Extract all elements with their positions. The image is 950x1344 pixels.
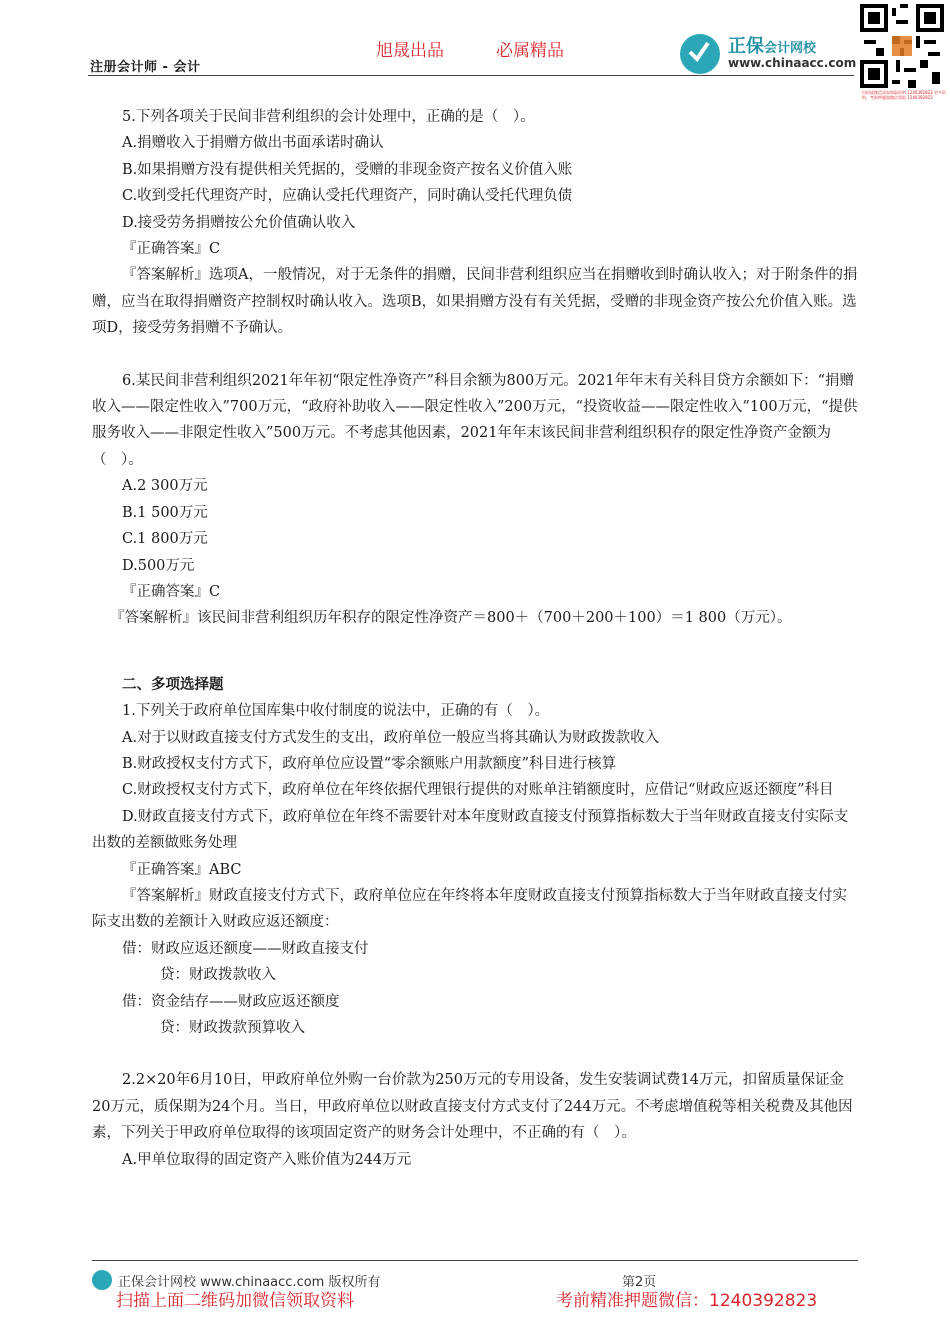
m1-option-c: C.财政授权支付方式下，政府单位在年终依据代理银行提供的对账单注销额度时，应借记“财政应返还额度”科目 xyxy=(122,782,834,799)
q6-stem: 6.某民间非营利组织2021年年初“限定性净资产”科目余额为800万元。2021年年末有关科目贷方余额如下：“捐赠收入——限定性收入”700万元，“政府补助收入——限定性收入”200万元，“投资收益——限定性收入”100万元，“提供服务收入——非限定性收入”500万元。不考虑其他因素，2021年年末该民间非营利组织积存的限定性净资产金额为（ ）。 xyxy=(92,372,858,468)
m2-stem: 2.2×20年6月10日，甲政府单位外购一台价款为250万元的专用设备，发生安装调试费14万元，扣留质量保证金20万元，质保期为24个月。当日，甲政府单位以财政直接支付方式支付了244万元。不考虑增值税等相关税费及其他因素，下列关于甲政府单位取得的该项固定资产的财务会计处理中，不正确的有（ ）。 xyxy=(92,1072,853,1142)
q6-option-a: A.2 300万元 xyxy=(122,478,208,495)
slogan-1: 旭晟出品 xyxy=(376,41,444,61)
qr-note: 扫码或微信添加领取资料 1240392823 更多资料，考前押题加微信领取 1240392823 xyxy=(862,90,946,100)
footer-logo-icon xyxy=(92,1270,112,1290)
page-number: 第2页 xyxy=(622,1275,657,1290)
promo-right[interactable]: 考前精准押题微信：1240392823 xyxy=(556,1291,818,1311)
q6-answer: 『正确答案』C xyxy=(122,583,221,600)
m1-option-a: A.对于以财政直接支付方式发生的支出，政府单位一般应当将其确认为财政拨款收入 xyxy=(122,729,660,746)
m1-option-b: B.财政授权支付方式下，政府单位应设置“零余额账户用款额度”科目进行核算 xyxy=(122,755,617,772)
q5-analysis: 『答案解析』选项A，一般情况，对于无条件的捐赠，民间非营利组织应当在捐赠收到时确认收入；对于附条件的捐赠，应当在取得捐赠资产控制权时确认收入。选项B，如果捐赠方没有有关凭据，受赠的非现金资产按公允价值入账。选项D，接受劳务捐赠不予确认。 xyxy=(92,267,858,337)
m1-answer: 『正确答案』ABC xyxy=(122,861,242,878)
promo-left[interactable]: 扫描上面二维码加微信领取资料 xyxy=(116,1291,354,1311)
entry1-credit: 贷：财政拨款收入 xyxy=(160,967,276,984)
entry1-debit: 借：财政应返还额度——财政直接支付 xyxy=(122,940,369,957)
q5-option-c: C.收到受托代理资产时，应确认受托代理资产，同时确认受托代理负债 xyxy=(122,188,573,205)
m1-analysis: 『答案解析』财政直接支付方式下，政府单位应在年终将本年度财政直接支付预算指标数大于当年财政直接支付实际支出数的差额计入财政应返还额度： xyxy=(92,887,847,931)
m2-option-a: A.甲单位取得的固定资产入账价值为244万元 xyxy=(122,1151,412,1168)
chinaacc-logo[interactable] xyxy=(680,30,856,74)
q5-stem: 5.下列各项关于民间非营利组织的会计处理中，正确的是（ ）。 xyxy=(122,109,535,125)
m1-option-d: D.财政直接支付方式下，政府单位在年终不需要针对本年度财政直接支付预算指标数大于当年财政直接支付实际支出数的差额做账务处理 xyxy=(92,808,849,852)
q5-option-d: D.接受劳务捐赠按公允价值确认收入 xyxy=(122,214,356,231)
q6-analysis: 『答案解析』该民间非营利组织历年积存的限定性净资产＝800＋（700＋200＋100）＝1 800（万元）。 xyxy=(110,610,792,627)
section-title: 二、多项选择题 xyxy=(122,676,224,693)
slogan-2: 必属精品 xyxy=(496,41,564,61)
qr-code-icon[interactable] xyxy=(860,4,944,88)
doc-subject: 注册会计师 - 会计 xyxy=(90,60,201,75)
logo-check-icon xyxy=(688,40,710,62)
entry2-credit: 贷：财政拨款预算收入 xyxy=(160,1020,305,1036)
logo-url: www.chinaacc.com xyxy=(728,56,857,70)
m1-stem: 1.下列关于政府单位国库集中收付制度的说法中，正确的有（ ）。 xyxy=(122,703,550,720)
entry2-debit: 借：资金结存——财政应返还额度 xyxy=(122,993,340,1010)
logo-name: 正保会计网校 xyxy=(728,36,817,57)
q6-option-b: B.1 500万元 xyxy=(122,504,208,521)
footer-copyright: 正保会计网校 www.chinaacc.com 版权所有 xyxy=(118,1275,381,1290)
q6-option-c: C.1 800万元 xyxy=(122,531,208,548)
q5-option-a: A.捐赠收入于捐赠方做出书面承诺时确认 xyxy=(122,135,384,152)
q6-option-d: D.500万元 xyxy=(122,557,195,574)
q5-option-b: B.如果捐赠方没有提供相关凭据的，受赠的非现金资产按名义价值入账 xyxy=(122,161,573,178)
footer-rule xyxy=(92,1260,858,1261)
q5-answer: 『正确答案』C xyxy=(122,241,221,258)
document-body xyxy=(92,104,860,1173)
header-rule xyxy=(88,75,854,76)
